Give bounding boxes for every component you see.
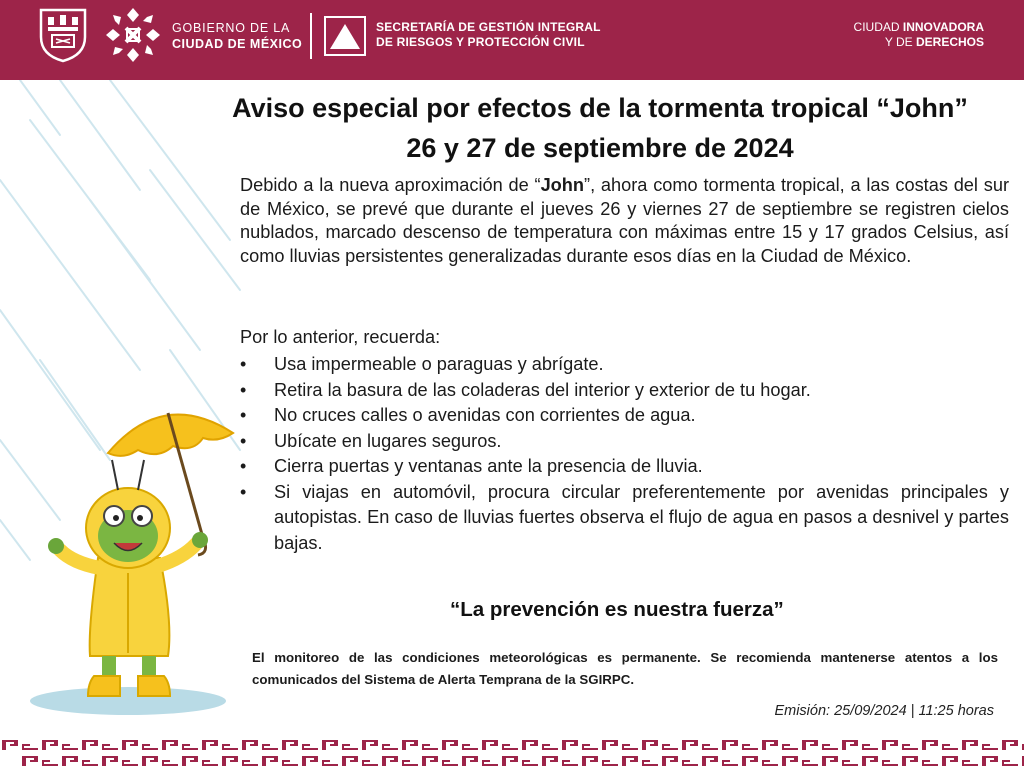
list-item [240, 352, 1009, 378]
list-item [240, 429, 1009, 455]
bullet: • [240, 405, 247, 425]
list-item [240, 403, 1009, 429]
government-name [172, 20, 302, 52]
emission-timestamp: Emisión: 25/09/2024 | 11:25 horas [774, 703, 994, 719]
list-item-text: Ubícate en lugares seguros. [274, 430, 502, 451]
list-item [240, 454, 1009, 480]
frog-with-umbrella-mascot [28, 398, 240, 720]
city-slogan [854, 20, 984, 50]
bullet: • [240, 379, 247, 400]
secretariat-line-2: DE RIESGOS Y PROTECCIÓN CIVIL [376, 35, 585, 49]
page-title [160, 88, 1024, 168]
government-line-2: CIUDAD DE MÉXICO [172, 37, 303, 51]
secretariat-line-1: SECRETARÍA DE GESTIÓN INTEGRAL [376, 20, 601, 34]
slogan-line-1-bold: INNOVADORA [902, 20, 984, 34]
intro-paragraph [240, 174, 1009, 268]
motto: “La prevención es nuestra fuerza” [450, 598, 784, 621]
title-line-2: 26 y 27 de septiembre de 2024 [406, 133, 794, 163]
slogan-line-2-prefix: Y DE [884, 35, 916, 49]
bullet: • [240, 354, 247, 374]
slogan-line-1-prefix: CIUDAD [853, 20, 903, 34]
bullet: • [240, 456, 247, 476]
civil-protection-triangle-icon [324, 16, 366, 56]
header-divider [310, 13, 312, 59]
list-item-text: Retira la basura de las coladeras del interior y exterior de tu hogar. [274, 379, 811, 400]
bullet: • [240, 430, 247, 451]
secretariat-name [376, 20, 601, 50]
list-item-text: Si viajas en automóvil, procura circular preferentemente por avenidas principales y autopistas. En caso de lluvias fuertes observa el flujo de agua en pasos a desnivel y partes bajas. [274, 481, 1009, 553]
storm-name: John [540, 175, 585, 195]
greca-border-decoration [0, 736, 1024, 769]
cdmx-logo-icon [104, 6, 162, 64]
title-line-1: Aviso especial por efectos de la tormenta tropical “John” [232, 93, 968, 123]
slogan-line-2-bold: DERECHOS [915, 35, 984, 49]
list-item-text: Cierra puertas y ventanas ante la presencia de lluvia. [274, 456, 703, 476]
bullet: • [240, 481, 247, 502]
header-bar [0, 0, 1024, 80]
monitoring-notice: El monitoreo de las condiciones meteorológicas es permanente. Se recomienda mantenerse atentos a los comunicados del Sistema de Alerta Temprana de la SGIRPC. [252, 650, 998, 687]
list-item-text: No cruces calles o avenidas con corrientes de agua. [274, 405, 696, 425]
coat-of-arms-icon [38, 7, 88, 63]
list-item-text: Usa impermeable o paraguas y abrígate. [274, 354, 604, 374]
list-item [240, 480, 1009, 557]
intro-before: Debido a la nueva aproximación de “ [240, 175, 541, 195]
government-line-1: GOBIERNO DE LA [172, 21, 291, 35]
list-item [240, 378, 1009, 404]
intro-after: ”, ahora como tormenta tropical, a las costas del sur de México, se prevé que durante el jueves 26 y viernes 27 de septiembre se registren cielos nublados, marcado descenso de temperatura con máximas entre 15 y 17 grados Celsius, así como lluvias persistentes generalizadas durante esos días en la Ciudad de México. [240, 175, 1010, 266]
recommendations-lead: Por lo anterior, recuerda: [240, 327, 441, 347]
recommendations-list [240, 352, 1009, 556]
